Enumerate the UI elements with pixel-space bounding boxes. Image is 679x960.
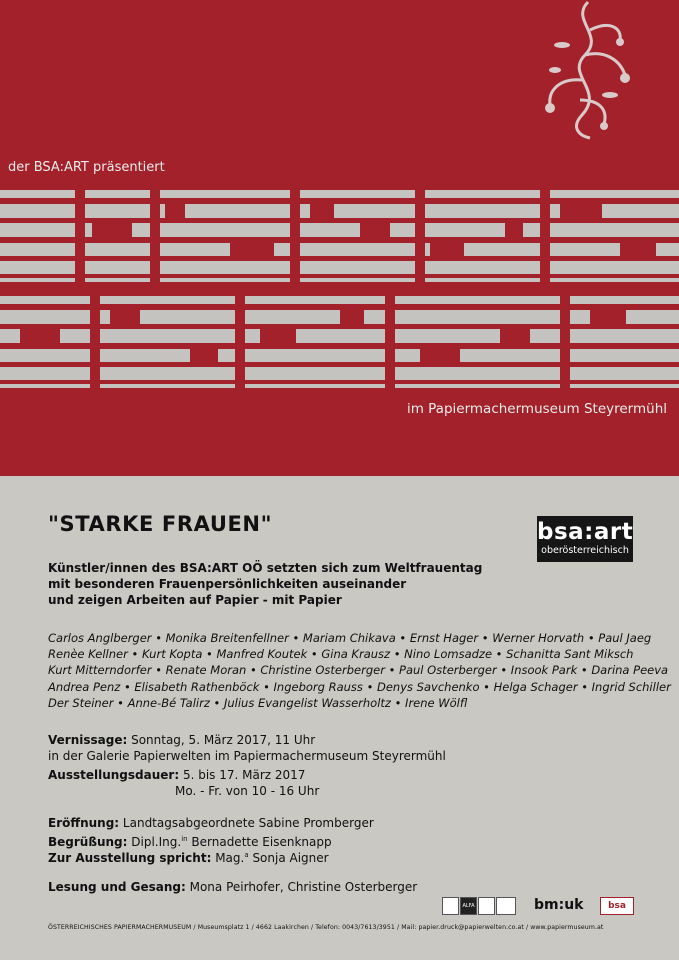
duration-dates: 5. bis 17. März 2017	[179, 768, 306, 782]
lead-line: mit besonderen Frauenpersönlichkeiten auseinander	[48, 577, 407, 591]
reading-text: Mona Peirhofer, Christine Osterberger	[185, 880, 418, 894]
artist-line: Carlos Anglberger • Monika Breitenfellner • Mariam Chikava • Ernst Hager • Werner Horvath • Paul Jaeg	[48, 631, 652, 645]
welcome-sup: in	[181, 835, 188, 843]
sponsor-logo-icon	[496, 897, 516, 915]
intro-text: der BSA:ART präsentiert	[8, 160, 165, 175]
logo-main: bsa:art	[537, 519, 634, 545]
speech-text: Mag.	[211, 851, 245, 865]
speech-sup: a	[244, 851, 249, 859]
reading-label: Lesung und Gesang:	[48, 880, 186, 894]
artist-line: Renèe Kellner • Kurt Kopta • Manfred Koutek • Gina Krausz • Nino Lomsadze • Schanitta Sant Miksch	[48, 647, 634, 662]
bmuk-logo: bm:uk	[534, 897, 584, 913]
reading-line	[48, 879, 417, 895]
bsa-art-logo	[537, 516, 633, 562]
logo-sub: oberösterreichisch	[541, 545, 629, 556]
welcome-name: Bernadette Eisenknapp	[187, 835, 332, 849]
duration-hours: Mo. - Fr. von 10 - 16 Uhr	[175, 784, 320, 798]
frauen-lettering-band	[0, 296, 679, 388]
duration-line	[48, 767, 305, 783]
red-header	[0, 0, 679, 476]
lead-line: Künstler/innen des BSA:ART OÖ setzten sich zum Weltfrauentag	[48, 561, 483, 575]
speech-line	[48, 847, 329, 866]
speech-name: Sonja Aigner	[248, 851, 329, 865]
artist-line: Kurt Mitterndorfer • Renate Moran • Christine Osterberger • Paul Osterberger • Insook Park • Darina Peeva	[48, 663, 669, 678]
vernissage-label: Vernissage:	[48, 733, 128, 747]
bsa-small-logo: bsa	[600, 897, 634, 915]
opening-line	[48, 815, 374, 831]
vernissage-place: in der Galerie Papierwelten im Papiermachermuseum Steyrermühl	[48, 749, 446, 763]
welcome-text: Dipl.Ing.	[127, 835, 182, 849]
sponsor-logo-icon	[478, 897, 495, 915]
welcome-label: Begrüßung:	[48, 835, 128, 849]
sponsor-logo-icon	[442, 897, 459, 915]
opening-text: Landtagsabgeordnete Sabine Promberger	[119, 816, 374, 830]
floral-ornament-icon	[510, 0, 650, 140]
starke-lettering-graphic	[0, 190, 679, 282]
sponsor-logos	[442, 897, 642, 917]
artist-line: Andrea Penz • Elisabeth Rathenböck • Ingeborg Rauss • Denys Savchenko • Helga Schager • Ingrid Schiller	[48, 679, 671, 694]
starke-lettering-band	[0, 190, 679, 282]
exhibition-title: "STARKE FRAUEN"	[48, 512, 273, 536]
vernissage-line	[48, 732, 315, 748]
artist-line: Der Steiner • Anne-Bé Talirz • Julius Evangelist Wasserholtz • Irene Wölfl	[48, 695, 468, 710]
footer-address: ÖSTERREICHISCHES PAPIERMACHERMUSEUM / Museumsplatz 1 / 4662 Laakirchen / Telefon: 0043/7613/3951 / Mail: papier.druck@papierwelten.co.at / www.papiermuseum.at	[48, 924, 604, 931]
venue-text: im Papiermachermuseum Steyrermühl	[406, 401, 667, 417]
speech-label: Zur Ausstellung spricht:	[48, 851, 212, 865]
duration-label: Ausstellungsdauer:	[48, 768, 180, 782]
lead-line: und zeigen Arbeiten auf Papier - mit Papier	[48, 593, 342, 607]
frauen-lettering-graphic	[0, 296, 679, 388]
artist-list	[48, 630, 671, 711]
opening-label: Eröffnung:	[48, 816, 120, 830]
vernissage-date: Sonntag, 5. März 2017, 11 Uhr	[127, 733, 316, 747]
alfa-logo: ALFA	[460, 897, 477, 915]
lead-text	[48, 560, 482, 608]
